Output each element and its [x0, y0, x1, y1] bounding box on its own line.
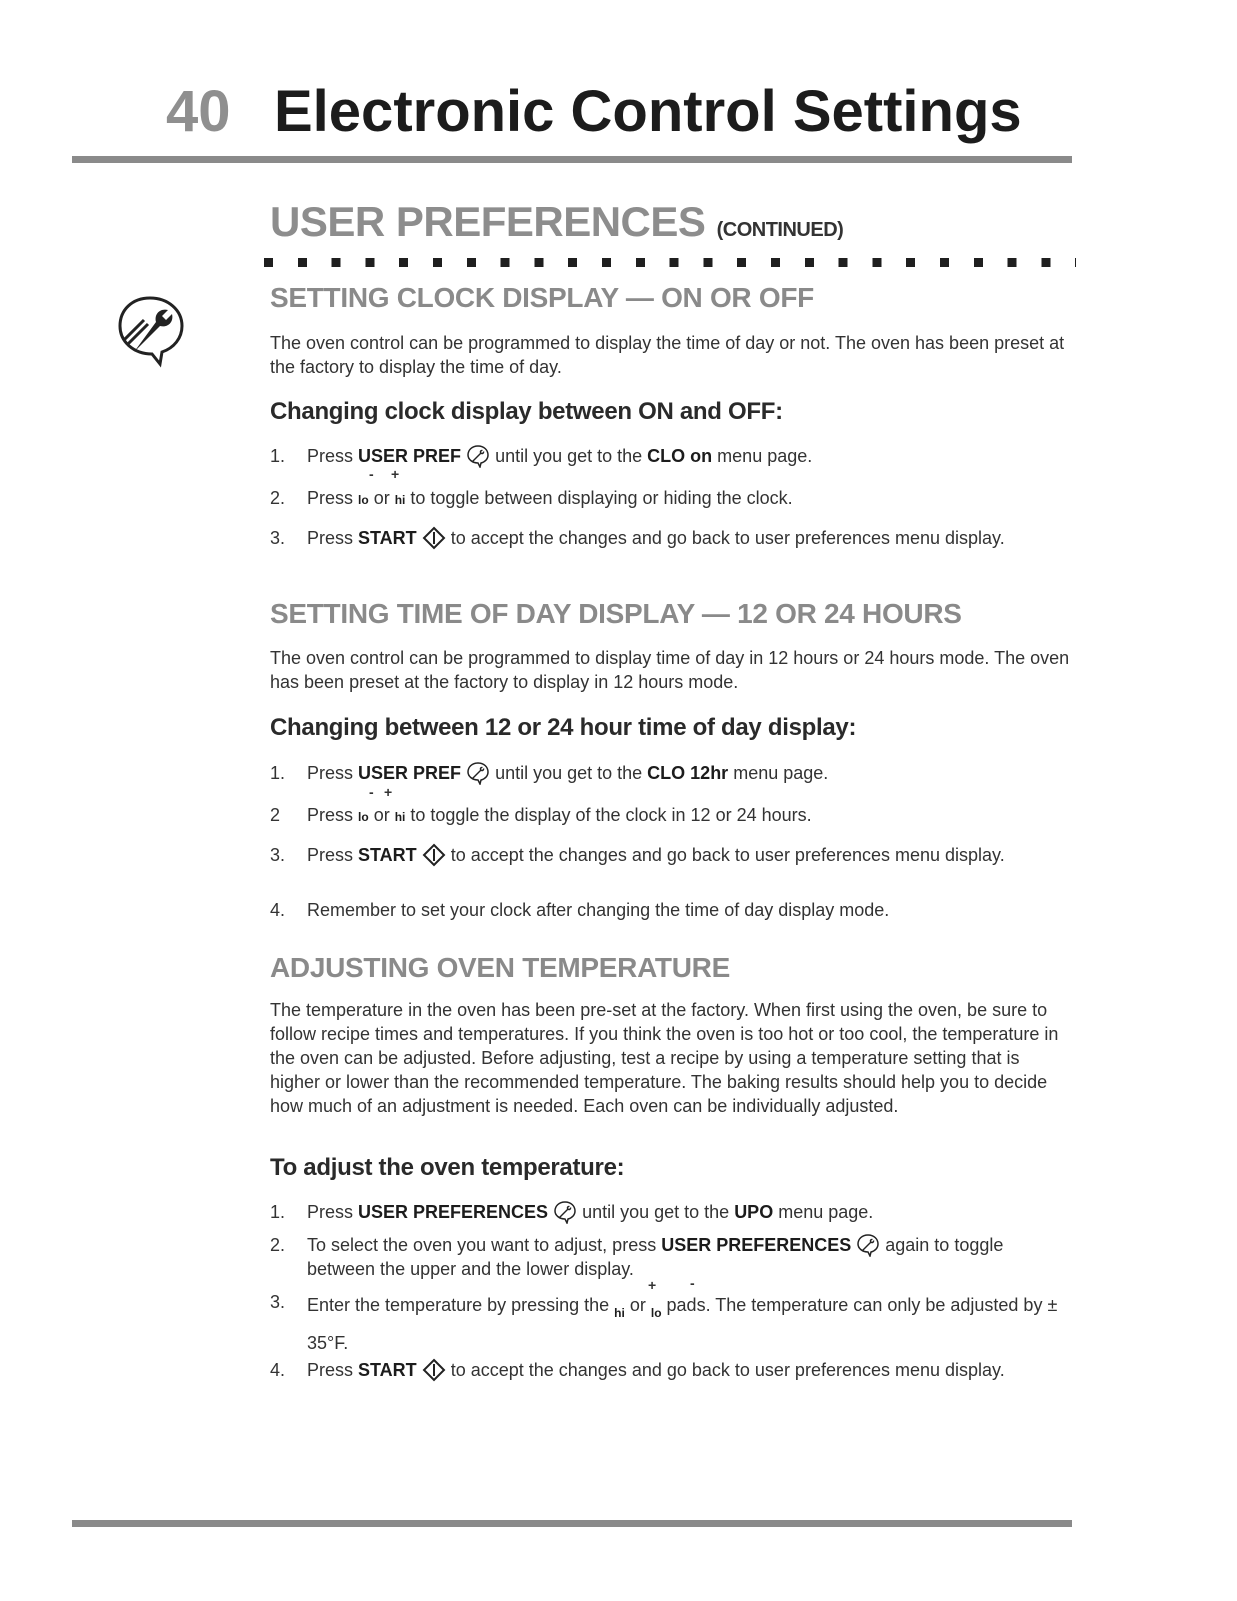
section-title-text: USER PREFERENCES — [270, 198, 706, 245]
step-number: 3. — [270, 845, 286, 865]
plus-sign: + — [648, 1277, 657, 1293]
wrench-icon — [110, 292, 190, 372]
list-item: 2. To select the oven you want to adjust, press USER PREFERENCES again to toggle between the upper and the lower display. — [270, 1235, 1004, 1279]
bottom-divider — [72, 1520, 1072, 1527]
subheading-clock-display: Changing clock display between ON and OFF: — [270, 398, 783, 425]
plus-sign: + — [391, 466, 400, 482]
heading-clock-display: SETTING CLOCK DISPLAY — ON OR OFF — [270, 282, 814, 313]
minus-sign: - — [369, 466, 374, 482]
step-number: 4. — [270, 900, 286, 920]
step-number: 2 — [270, 805, 281, 825]
start-diamond-icon — [422, 843, 446, 867]
step-number: 2. — [270, 488, 286, 508]
list-item: 3. Press START to accept the changes and go back to user preferences menu display. — [270, 845, 1005, 865]
list-item: 2 Press lo or hi to toggle the display of the clock in 12 or 24 hours. — [270, 805, 812, 825]
list-item: 1. Press USER PREFERENCES until you get to the UPO menu page. — [270, 1202, 874, 1222]
wrench-icon — [466, 444, 490, 468]
heading-oven-temperature: ADJUSTING OVEN TEMPERATURE — [270, 952, 730, 983]
step-number: 2. — [270, 1235, 286, 1255]
clock-display-intro: The oven control can be programmed to display the time of day or not. The oven has been preset at the factory to display the time of day. — [270, 333, 1065, 377]
time-display-intro: The oven control can be programmed to display time of day in 12 hours or 24 hours mode. The oven has been preset at the factory to display in 12 hours mode. — [270, 648, 1070, 692]
oven-temperature-intro: The temperature in the oven has been pre-set at the factory. When first using the oven, be sure to follow recipe times and temperatures. If you think the oven is too hot or too cool, the temperature in the oven can be adjusted. Before adjusting, test a recipe by using a temperature setting that is higher or lower than the recommended temperature. The baking results should help you to decide how much of an adjustment is needed. Each oven can be individually adjusted. — [270, 1000, 1059, 1116]
step-number: 3. — [270, 528, 286, 548]
minus-sign: - — [690, 1275, 695, 1291]
heading-time-display: SETTING TIME OF DAY DISPLAY — 12 OR 24 HOURS — [270, 598, 962, 629]
step-number: 1. — [270, 1202, 286, 1222]
start-diamond-icon — [422, 1358, 446, 1382]
step-number: 1. — [270, 763, 286, 783]
dotted-divider — [264, 258, 1076, 267]
list-item: 3. Press START to accept the changes and go back to user preferences menu display. — [270, 528, 1005, 548]
list-item: 1. Press USER PREF until you get to the CLO on menu page. — [270, 446, 813, 466]
step-number: 4. — [270, 1360, 286, 1380]
wrench-icon — [466, 761, 490, 785]
start-diamond-icon — [422, 526, 446, 550]
page-title: Electronic Control Settings — [274, 79, 1022, 144]
top-divider — [72, 156, 1072, 163]
subheading-time-display: Changing between 12 or 24 hour time of day display: — [270, 714, 857, 741]
list-item: 3. Enter the temperature by pressing the $_{hi}$ or $_{lo}$ pads. The temperature can only be adjusted by ± 35°F. — [270, 1292, 1058, 1353]
minus-sign: - — [369, 784, 374, 800]
page-number: 40 — [166, 79, 231, 144]
subheading-oven-temperature: To adjust the oven temperature: — [270, 1154, 625, 1181]
list-item: 4. Remember to set your clock after changing the time of day display mode. — [270, 900, 890, 920]
wrench-icon — [856, 1233, 880, 1257]
plus-sign: + — [384, 784, 393, 800]
section-title — [270, 198, 843, 246]
wrench-icon — [553, 1200, 577, 1224]
section-continued: (CONTINUED) — [716, 219, 844, 241]
list-item: 2. Press lo or hi to toggle between displaying or hiding the clock. — [270, 488, 793, 508]
list-item: 1. Press USER PREF until you get to the CLO 12hr menu page. — [270, 763, 829, 783]
list-item: 4. Press START to accept the changes and go back to user preferences menu display. — [270, 1360, 1005, 1380]
step-number: 1. — [270, 446, 286, 466]
step-number: 3. — [270, 1292, 286, 1312]
